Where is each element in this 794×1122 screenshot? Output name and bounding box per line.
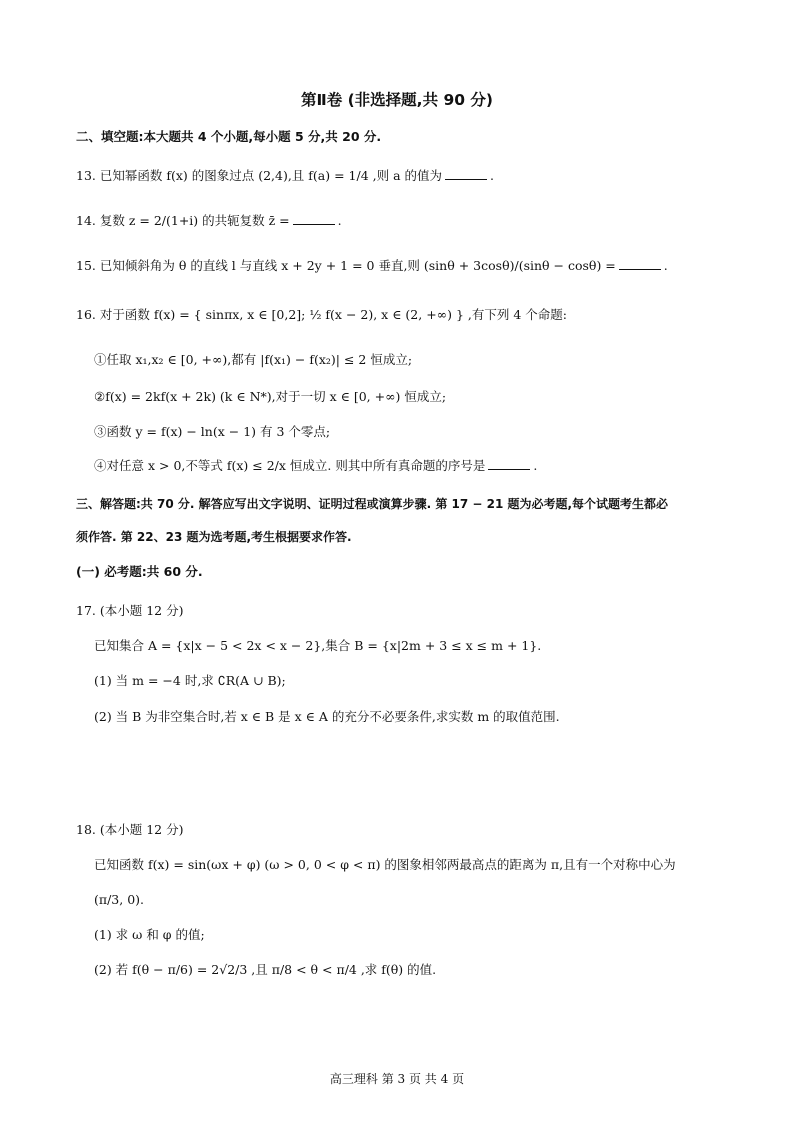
q16-item-4-text: ④对任意 x > 0,不等式 f(x) ≤ 2/x 恒成立. 则其中所有真命题的序号是	[94, 458, 486, 473]
answer-blank	[445, 167, 487, 180]
question-13-text: 13. 已知幂函数 f(x) 的图象过点 (2,4),且 f(a) = 1/4 ,则 a 的值为	[76, 168, 442, 183]
q17-part-2: (2) 当 B 为非空集合时,若 x ∈ B 是 x ∈ A 的充分不必要条件,求实数 m 的取值范围.	[94, 709, 560, 724]
q18-part-1: (1) 求 ω 和 φ 的值;	[94, 927, 205, 942]
q17-part-1: (1) 当 m = −4 时,求 ∁R(A ∪ B);	[94, 673, 286, 688]
question-13: 13. 已知幂函数 f(x) 的图象过点 (2,4),且 f(a) = 1/4 ,则 a 的值为 .	[76, 168, 494, 183]
section-title: 第Ⅱ卷 (非选择题,共 90 分)	[300, 91, 494, 109]
q17-stem: 已知集合 A = {x|x − 5 < 2x < x − 2},集合 B = {x|2m + 3 ≤ x ≤ m + 1}.	[94, 638, 542, 653]
q17-title: 17. (本小题 12 分)	[76, 603, 184, 618]
question-16: 16. 对于函数 f(x) = { sinπx, x ∈ [0,2]; ½ f(x − 2), x ∈ (2, +∞) } ,有下列 4 个命题:	[76, 307, 567, 322]
fill-blank-heading: 二、填空题:本大题共 4 个小题,每小题 5 分,共 20 分.	[76, 129, 382, 144]
answer-blank	[293, 212, 335, 225]
question-14: 14. 复数 z = 2/(1+i) 的共轭复数 z̄ = .	[76, 213, 342, 228]
solve-heading-line-2: 须作答. 第 22、23 题为选考题,考生根据要求作答.	[76, 530, 352, 544]
q18-stem: 已知函数 f(x) = sin(ωx + φ) (ω > 0, 0 < φ < π) 的图象相邻两最高点的距离为 π,且有一个对称中心为	[94, 857, 676, 872]
question-14-text: 14. 复数 z = 2/(1+i) 的共轭复数 z̄ =	[76, 213, 290, 228]
q16-item-3: ③函数 y = f(x) − ln(x − 1) 有 3 个零点;	[94, 424, 331, 439]
solve-heading-line-1: 三、解答题:共 70 分. 解答应写出文字说明、证明过程或演算步骤. 第 17 − 21 题为必考题,每个试题考生都必	[76, 497, 669, 511]
q16-item-1: ①任取 x₁,x₂ ∈ [0, +∞),都有 |f(x₁) − f(x₂)| ≤ 2 恒成立;	[94, 352, 413, 367]
page-footer: 高三理科 第 3 页 共 4 页	[329, 1072, 465, 1086]
q18-part-2: (2) 若 f(θ − π/6) = 2√2/3 ,且 π/8 < θ < π/4 ,求 f(θ) 的值.	[94, 962, 437, 977]
question-15-text: 15. 已知倾斜角为 θ 的直线 l 与直线 x + 2y + 1 = 0 垂直,则 (sinθ + 3cosθ)/(sinθ − cosθ) =	[76, 258, 616, 273]
question-15: 15. 已知倾斜角为 θ 的直线 l 与直线 x + 2y + 1 = 0 垂直,则 (sinθ + 3cosθ)/(sinθ − cosθ) = .	[76, 258, 668, 273]
answer-blank	[488, 457, 530, 470]
q18-title: 18. (本小题 12 分)	[76, 822, 184, 837]
q16-item-4: ④对任意 x > 0,不等式 f(x) ≤ 2/x 恒成立. 则其中所有真命题的序号是 .	[94, 458, 538, 473]
required-heading: (一) 必考题:共 60 分.	[76, 564, 203, 579]
answer-blank	[619, 257, 661, 270]
q18-symmetry-center: (π/3, 0).	[94, 892, 145, 907]
q16-item-2: ②f(x) = 2kf(x + 2k) (k ∈ N*),对于一切 x ∈ [0, +∞) 恒成立;	[94, 389, 447, 404]
